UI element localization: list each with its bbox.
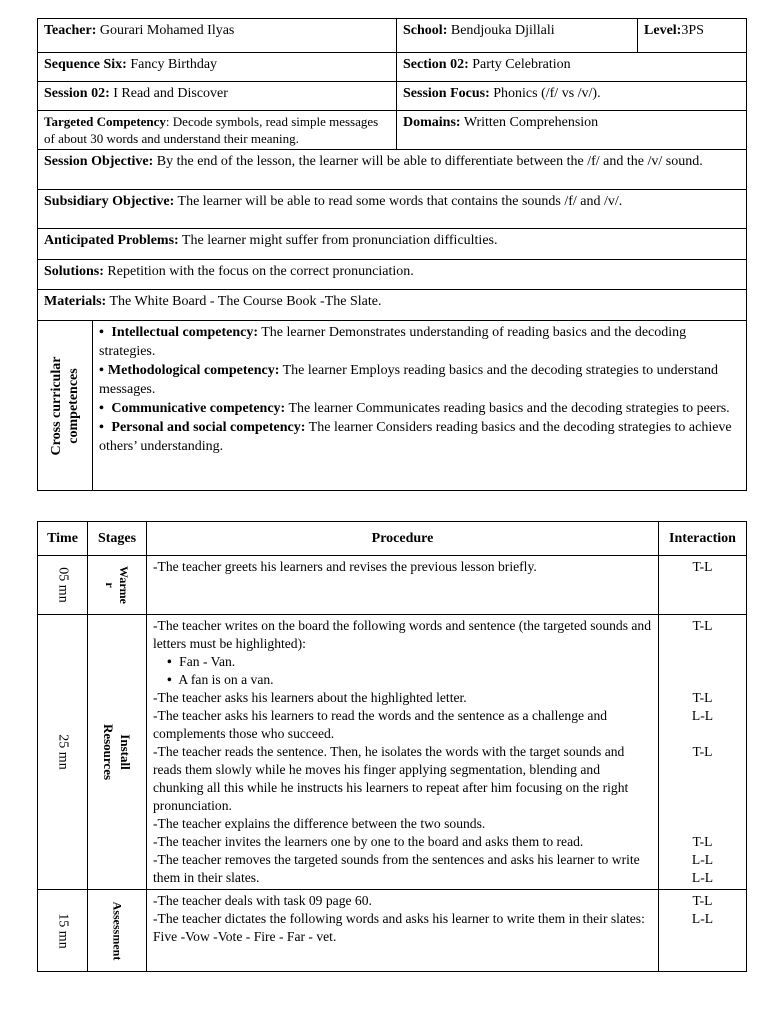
lesson-info-table (37, 18, 747, 491)
anticipated-problems-cell: Anticipated Problems: The learner might suffer from pronunciation difficulties. (38, 229, 747, 260)
subsidiary-objective-cell: Subsidiary Objective: The learner will be able to read some words that contains the sounds /f/ and /v/. (38, 190, 747, 229)
sentence-bullet: • A fan is on a van. (167, 672, 274, 687)
session-objective-cell: Session Objective: By the end of the lesson, the learner will be able to differentiate between the /f/ and the /v/ sound. (38, 150, 747, 190)
procedure-table (37, 521, 747, 972)
interaction-header: Interaction (659, 522, 747, 556)
domains-cell: Domains: Written Comprehension (397, 111, 747, 150)
section-cell: Section 02: Party Celebration (397, 53, 747, 82)
stages-header: Stages (88, 522, 147, 556)
install-step: -The teacher asks his learners about the highlighted letter. (153, 690, 467, 705)
assessment-procedure: -The teacher deals with task 09 page 60. -The teacher dictates the following words and asks his learner to write them in their slates: Five -Vow -Vote - Fire - Far - vet. (147, 890, 659, 972)
competence-item: • Communicative competency: The learner Communicates reading basics and the decoding strategies to peers. (99, 401, 730, 416)
install-interaction: T-L T-L L-L T-L T-L L-L L-L (659, 615, 747, 890)
materials-cell: Materials: The White Board - The Course Book -The Slate. (38, 290, 747, 321)
install-intro: -The teacher writes on the board the following words and sentence (the targeted sounds and letters must be highlighted): (153, 618, 652, 651)
solutions-cell: Solutions: Repetition with the focus on the correct pronunciation. (38, 260, 747, 290)
targeted-competency-cell: Targeted Competency: Decode symbols, read simple messages of about 30 words and understand their meaning. (38, 111, 397, 150)
install-stage: Install Resources (88, 615, 147, 890)
assessment-time: 15 mn (38, 890, 88, 972)
install-step: -The teacher invites the learners one by one to the board and asks them to read. (153, 834, 584, 849)
install-time: 25 mn (38, 615, 88, 890)
level-cell: Level:3PS (638, 19, 747, 53)
warmer-time: 05 mn (38, 556, 88, 615)
competence-item: • Personal and social competency: The learner Considers reading basics and the decoding strategies to achieve others’ understanding. (99, 420, 732, 454)
cross-curricular-label-cell (38, 321, 93, 491)
install-procedure (147, 615, 659, 890)
competence-item: • Intellectual competency: The learner Demonstrates understanding of reading basics and the decoding strategies. (99, 325, 687, 359)
procedure-header: Procedure (147, 522, 659, 556)
teacher-cell: Teacher: Gourari Mohamed Ilyas (38, 19, 397, 53)
warmer-stage: Warme r (88, 556, 147, 615)
warmer-interaction: T-L (659, 556, 747, 615)
competence-item: • Methodological competency: The learner Employs reading basics and the decoding strategies to understand messages. (99, 363, 719, 397)
word-bullet: • Fan - Van. (167, 654, 236, 669)
install-step: -The teacher reads the sentence. Then, he isolates the words with the target sounds and reads them slowly while he moves his finger applying segmentation, blending and chunking all this while he instructs his learners to repeat after him focusing on the right pronunciation. (153, 744, 629, 813)
session-cell: Session 02: I Read and Discover (38, 82, 397, 111)
school-cell: School: Bendjouka Djillali (397, 19, 638, 53)
time-header: Time (38, 522, 88, 556)
warmer-procedure: -The teacher greets his learners and revises the previous lesson briefly. (147, 556, 659, 615)
install-step: -The teacher explains the difference between the two sounds. (153, 816, 486, 831)
assessment-stage: Assessment (88, 890, 147, 972)
session-focus-cell: Session Focus: Phonics (/f/ vs /v/). (397, 82, 747, 111)
assessment-interaction: T-L L-L (659, 890, 747, 972)
cross-curricular-label: Cross curricular competences (49, 356, 81, 455)
install-step: -The teacher asks his learners to read the words and the sentence as a challenge and complements those who succeed. (153, 708, 608, 741)
sequence-cell: Sequence Six: Fancy Birthday (38, 53, 397, 82)
competences-list (93, 321, 747, 491)
install-step: -The teacher removes the targeted sounds from the sentences and asks his learner to write them in their slates. (153, 852, 640, 885)
